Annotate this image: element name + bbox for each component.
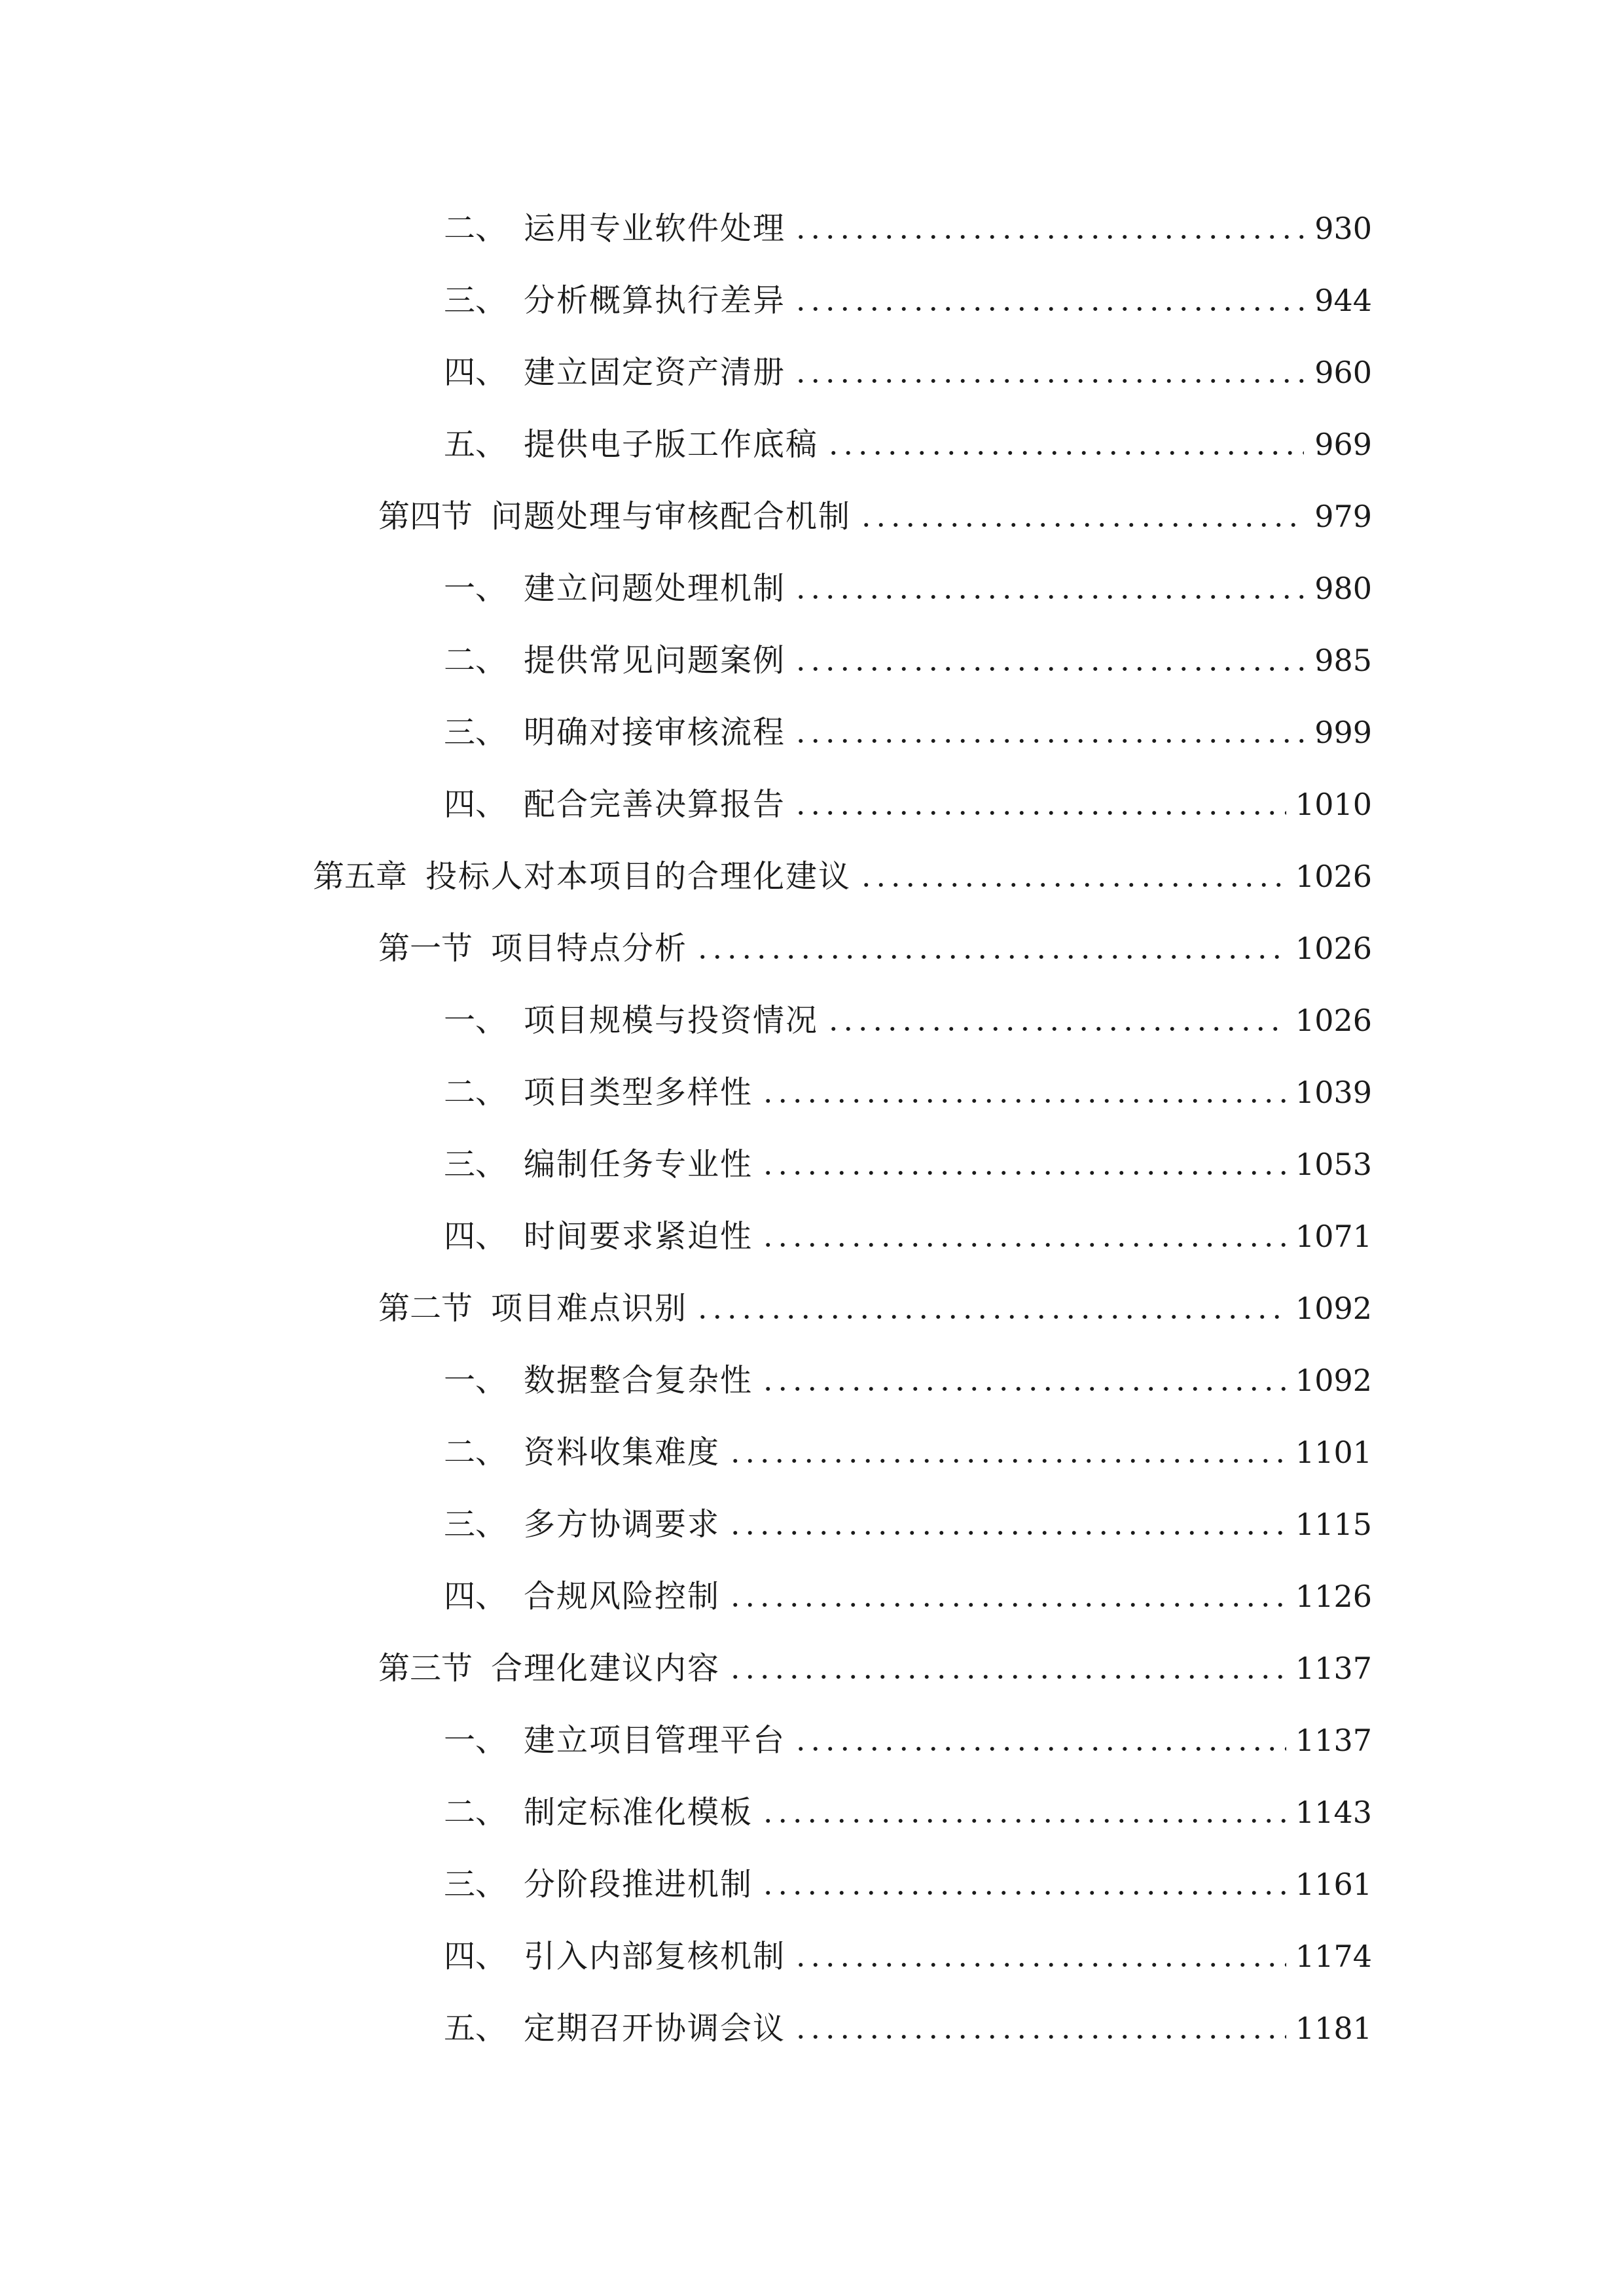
toc-dot-leader bbox=[793, 234, 1304, 240]
toc-entry-number: 第三节 bbox=[378, 1650, 473, 1687]
toc-entry-title: 编制任务专业性 bbox=[524, 1146, 753, 1183]
toc-entry-title: 分阶段推进机制 bbox=[524, 1866, 753, 1903]
toc-entry-title: 项目类型多样性 bbox=[524, 1074, 753, 1111]
toc-entry[interactable] bbox=[444, 994, 1372, 1047]
toc-entry-number: 第一节 bbox=[378, 930, 473, 967]
toc-entry-number: 四、 bbox=[444, 1578, 507, 1615]
toc-entry-title: 分析概算执行差异 bbox=[524, 282, 786, 319]
toc-entry[interactable] bbox=[378, 490, 1372, 543]
toc-entry-number: 四、 bbox=[444, 354, 507, 391]
toc-entry-number: 三、 bbox=[444, 282, 507, 319]
toc-entry-title: 制定标准化模板 bbox=[524, 1794, 753, 1831]
toc-dot-leader bbox=[761, 1818, 1286, 1824]
toc-dot-leader bbox=[728, 1674, 1286, 1680]
toc-entry-page: 930 bbox=[1314, 211, 1372, 246]
toc-entry[interactable] bbox=[444, 1570, 1372, 1623]
toc-dot-leader bbox=[761, 1170, 1286, 1176]
toc-entry[interactable] bbox=[378, 922, 1372, 975]
toc-entry[interactable] bbox=[444, 706, 1372, 759]
toc-entry-title: 合规风险控制 bbox=[524, 1578, 721, 1615]
toc-entry-page: 1126 bbox=[1295, 1579, 1372, 1614]
toc-dot-leader bbox=[793, 594, 1304, 600]
toc-entry[interactable] bbox=[444, 1714, 1372, 1767]
toc-entry-number: 四、 bbox=[444, 1938, 507, 1975]
toc-entry-number: 五、 bbox=[444, 2010, 507, 2047]
toc-entry-number: 一、 bbox=[444, 1722, 507, 1759]
toc-entry-page: 1092 bbox=[1295, 1363, 1372, 1398]
toc-entry[interactable] bbox=[444, 202, 1372, 255]
toc-entry[interactable] bbox=[444, 346, 1372, 399]
toc-dot-leader bbox=[793, 738, 1304, 744]
toc-entry-page: 1137 bbox=[1295, 1723, 1372, 1758]
toc-entry-page: 1039 bbox=[1295, 1075, 1372, 1110]
toc-entry-page: 1092 bbox=[1295, 1291, 1372, 1326]
toc-entry-title: 提供常见问题案例 bbox=[524, 642, 786, 679]
toc-entry-page: 1161 bbox=[1295, 1867, 1372, 1902]
toc-dot-leader bbox=[761, 1386, 1286, 1392]
toc-dot-leader bbox=[761, 1098, 1286, 1104]
toc-entry-title: 提供电子版工作底稿 bbox=[524, 426, 819, 463]
toc-entry-number: 二、 bbox=[444, 642, 507, 679]
toc-entry-title: 项目特点分析 bbox=[491, 930, 688, 967]
toc-dot-leader bbox=[761, 1890, 1286, 1896]
toc-entry[interactable] bbox=[444, 2002, 1372, 2054]
toc-entry[interactable] bbox=[444, 1210, 1372, 1263]
toc-entry-title: 投标人对本项目的合理化建议 bbox=[425, 858, 852, 895]
toc-entry-title: 多方协调要求 bbox=[524, 1506, 721, 1543]
toc-entry-number: 二、 bbox=[444, 210, 507, 247]
toc-entry-page: 1101 bbox=[1295, 1435, 1372, 1470]
toc-entry-number: 五、 bbox=[444, 426, 507, 463]
toc-entry-page: 1010 bbox=[1295, 787, 1372, 822]
toc-entry[interactable] bbox=[444, 634, 1372, 687]
toc-entry-title: 配合完善决算报告 bbox=[524, 786, 786, 823]
toc-entry-title: 定期召开协调会议 bbox=[524, 2010, 786, 2047]
toc-entry-number: 四、 bbox=[444, 1218, 507, 1255]
toc-entry[interactable] bbox=[444, 778, 1372, 831]
toc-dot-leader bbox=[793, 666, 1304, 672]
toc-dot-leader bbox=[695, 1314, 1286, 1320]
toc-entry-page: 985 bbox=[1314, 643, 1372, 678]
toc-entry-page: 1071 bbox=[1295, 1219, 1372, 1254]
toc-entry[interactable] bbox=[444, 1354, 1372, 1407]
toc-entry[interactable] bbox=[444, 1426, 1372, 1479]
toc-dot-leader bbox=[826, 450, 1304, 456]
toc-entry-page: 1026 bbox=[1295, 859, 1372, 894]
toc-entry-page: 1026 bbox=[1295, 931, 1372, 966]
toc-dot-leader bbox=[859, 882, 1286, 888]
toc-entry[interactable] bbox=[444, 418, 1372, 471]
toc-dot-leader bbox=[793, 810, 1286, 816]
toc-entry-number: 第五章 bbox=[313, 858, 408, 895]
toc-entry-title: 项目难点识别 bbox=[491, 1290, 688, 1327]
toc-dot-leader bbox=[761, 1242, 1286, 1248]
toc-dot-leader bbox=[793, 1746, 1286, 1752]
toc-entry-title: 数据整合复杂性 bbox=[524, 1362, 753, 1399]
toc-entry-page: 1115 bbox=[1295, 1507, 1372, 1542]
toc-entry-number: 四、 bbox=[444, 786, 507, 823]
toc-entry-page: 980 bbox=[1314, 571, 1372, 606]
toc-entry[interactable] bbox=[444, 562, 1372, 615]
toc-entry[interactable] bbox=[378, 1642, 1372, 1695]
toc-entry-page: 1181 bbox=[1295, 2011, 1372, 2046]
toc-entry[interactable] bbox=[313, 850, 1372, 903]
toc-entry-page: 1143 bbox=[1295, 1795, 1372, 1830]
toc-entry-number: 三、 bbox=[444, 1146, 507, 1183]
toc-entry[interactable] bbox=[444, 1498, 1372, 1551]
toc-entry-number: 第二节 bbox=[378, 1290, 473, 1327]
toc-entry[interactable] bbox=[378, 1282, 1372, 1335]
toc-entry-page: 1137 bbox=[1295, 1651, 1372, 1686]
toc-entry-page: 1026 bbox=[1295, 1003, 1372, 1038]
toc-entry[interactable] bbox=[444, 1930, 1372, 1982]
toc-entry-page: 999 bbox=[1314, 715, 1372, 750]
toc-dot-leader bbox=[793, 1962, 1286, 1968]
toc-entry-title: 时间要求紧迫性 bbox=[524, 1218, 753, 1255]
toc-entry-number: 三、 bbox=[444, 714, 507, 751]
toc-dot-leader bbox=[728, 1458, 1286, 1464]
toc-entry[interactable] bbox=[444, 1786, 1372, 1839]
toc-entry-number: 第四节 bbox=[378, 498, 473, 535]
toc-entry-page: 944 bbox=[1314, 283, 1372, 318]
toc-entry-title: 明确对接审核流程 bbox=[524, 714, 786, 751]
toc-entry[interactable] bbox=[444, 1858, 1372, 1910]
toc-dot-leader bbox=[793, 378, 1304, 384]
toc-entry[interactable] bbox=[444, 274, 1372, 327]
toc-dot-leader bbox=[728, 1602, 1286, 1608]
toc-entry-title: 资料收集难度 bbox=[524, 1434, 721, 1471]
toc-entry-number: 三、 bbox=[444, 1506, 507, 1543]
toc-entry-page: 979 bbox=[1314, 499, 1372, 534]
toc-entry-number: 一、 bbox=[444, 1362, 507, 1399]
toc-entry-title: 合理化建议内容 bbox=[491, 1650, 721, 1687]
toc-entry-number: 一、 bbox=[444, 570, 507, 607]
toc-entry-title: 建立固定资产清册 bbox=[524, 354, 786, 391]
toc-entry-number: 二、 bbox=[444, 1074, 507, 1111]
toc-entry-number: 二、 bbox=[444, 1434, 507, 1471]
toc-entry-page: 960 bbox=[1314, 355, 1372, 390]
toc-entry-number: 一、 bbox=[444, 1002, 507, 1039]
toc-dot-leader bbox=[695, 954, 1286, 960]
toc-entry[interactable] bbox=[444, 1138, 1372, 1191]
toc-entry-title: 项目规模与投资情况 bbox=[524, 1002, 819, 1039]
toc-entry[interactable] bbox=[444, 1066, 1372, 1119]
toc-entry-title: 建立项目管理平台 bbox=[524, 1722, 786, 1759]
toc-entry-title: 引入内部复核机制 bbox=[524, 1938, 786, 1975]
toc-entry-title: 运用专业软件处理 bbox=[524, 210, 786, 247]
toc-entry-number: 二、 bbox=[444, 1794, 507, 1831]
toc-entry-page: 1174 bbox=[1295, 1939, 1372, 1974]
toc-entry-title: 建立问题处理机制 bbox=[524, 570, 786, 607]
toc-entry-number: 三、 bbox=[444, 1866, 507, 1903]
toc-dot-leader bbox=[793, 2034, 1286, 2040]
toc-entry-page: 969 bbox=[1314, 427, 1372, 462]
toc-dot-leader bbox=[793, 306, 1304, 312]
toc-entry-title: 问题处理与审核配合机制 bbox=[491, 498, 852, 535]
toc-entry-page: 1053 bbox=[1295, 1147, 1372, 1182]
toc-dot-leader bbox=[728, 1530, 1286, 1536]
toc-dot-leader bbox=[826, 1026, 1286, 1032]
toc-dot-leader bbox=[859, 522, 1304, 528]
